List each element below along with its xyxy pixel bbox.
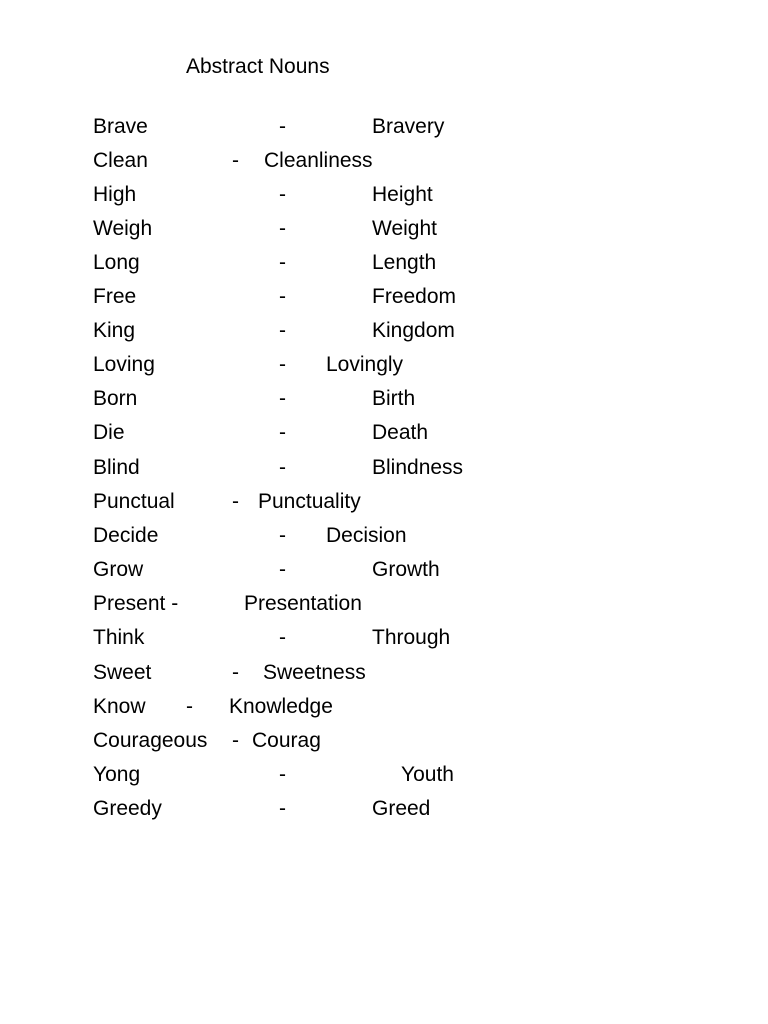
separator-dash: - — [279, 456, 286, 479]
word-pair-row — [0, 728, 768, 754]
separator-dash: - — [232, 490, 239, 513]
separator-dash: - — [279, 251, 286, 274]
separator-dash: - — [279, 626, 286, 649]
base-word: Weigh — [93, 217, 153, 240]
base-word: Think — [93, 626, 145, 649]
base-word: Punctual — [93, 490, 175, 513]
base-word: Present - — [93, 592, 179, 615]
separator-dash: - — [279, 421, 286, 444]
word-pair-row — [0, 694, 768, 720]
abstract-noun: Decision — [326, 524, 407, 547]
word-pair-row — [0, 420, 768, 446]
separator-dash: - — [279, 524, 286, 547]
word-pair-row — [0, 523, 768, 549]
word-pair-row — [0, 557, 768, 583]
base-word: Free — [93, 285, 137, 308]
abstract-noun: Punctuality — [258, 490, 361, 513]
base-word: Yong — [93, 763, 141, 786]
abstract-noun: Length — [372, 251, 437, 274]
word-pair-row — [0, 352, 768, 378]
word-pair-row — [0, 625, 768, 651]
page-title: Abstract Nouns — [186, 55, 330, 78]
abstract-noun: Youth — [401, 763, 454, 786]
abstract-noun: Birth — [372, 387, 416, 410]
base-word: Greedy — [93, 797, 162, 820]
separator-dash: - — [279, 558, 286, 581]
word-pair-row — [0, 455, 768, 481]
abstract-noun: Kingdom — [372, 319, 455, 342]
separator-dash: - — [279, 319, 286, 342]
base-word: Grow — [93, 558, 144, 581]
word-pair-row — [0, 489, 768, 515]
base-word: Know — [93, 695, 146, 718]
separator-dash: - — [232, 149, 239, 172]
abstract-noun: Bravery — [372, 115, 445, 138]
abstract-noun: Weight — [372, 217, 437, 240]
base-word: Long — [93, 251, 140, 274]
word-pair-row — [0, 386, 768, 412]
abstract-noun: Blindness — [372, 456, 464, 479]
base-word: Decide — [93, 524, 159, 547]
word-pair-row — [0, 114, 768, 140]
separator-dash: - — [279, 183, 286, 206]
word-pair-row — [0, 284, 768, 310]
separator-dash: - — [279, 763, 286, 786]
separator-dash: - — [279, 797, 286, 820]
word-pair-row — [0, 591, 768, 617]
separator-dash: - — [279, 387, 286, 410]
base-word: Courageous — [93, 729, 208, 752]
base-word: Brave — [93, 115, 148, 138]
word-pair-row — [0, 318, 768, 344]
word-pair-row — [0, 216, 768, 242]
separator-dash: - — [232, 729, 239, 752]
base-word: Die — [93, 421, 125, 444]
abstract-noun: Lovingly — [326, 353, 404, 376]
base-word: King — [93, 319, 136, 342]
separator-dash: - — [279, 115, 286, 138]
word-pair-row — [0, 796, 768, 822]
abstract-noun: Growth — [372, 558, 440, 581]
separator-dash: - — [279, 353, 286, 376]
abstract-noun: Greed — [372, 797, 431, 820]
separator-dash: - — [279, 285, 286, 308]
base-word: High — [93, 183, 137, 206]
base-word: Born — [93, 387, 138, 410]
abstract-noun: Knowledge — [229, 695, 333, 718]
abstract-noun: Presentation — [244, 592, 362, 615]
word-pair-row — [0, 250, 768, 276]
base-word: Clean — [93, 149, 148, 172]
word-pair-row — [0, 762, 768, 788]
abstract-noun: Through — [372, 626, 451, 649]
abstract-noun: Courag — [252, 729, 321, 752]
word-pair-row — [0, 182, 768, 208]
word-pair-row — [0, 148, 768, 174]
base-word: Blind — [93, 456, 140, 479]
separator-dash: - — [186, 695, 193, 718]
abstract-noun: Sweetness — [263, 661, 366, 684]
word-pair-row — [0, 660, 768, 686]
separator-dash: - — [232, 661, 239, 684]
abstract-noun: Freedom — [372, 285, 457, 308]
abstract-noun: Death — [372, 421, 429, 444]
abstract-noun: Height — [372, 183, 433, 206]
abstract-noun: Cleanliness — [264, 149, 373, 172]
base-word: Loving — [93, 353, 155, 376]
separator-dash: - — [279, 217, 286, 240]
base-word: Sweet — [93, 661, 152, 684]
